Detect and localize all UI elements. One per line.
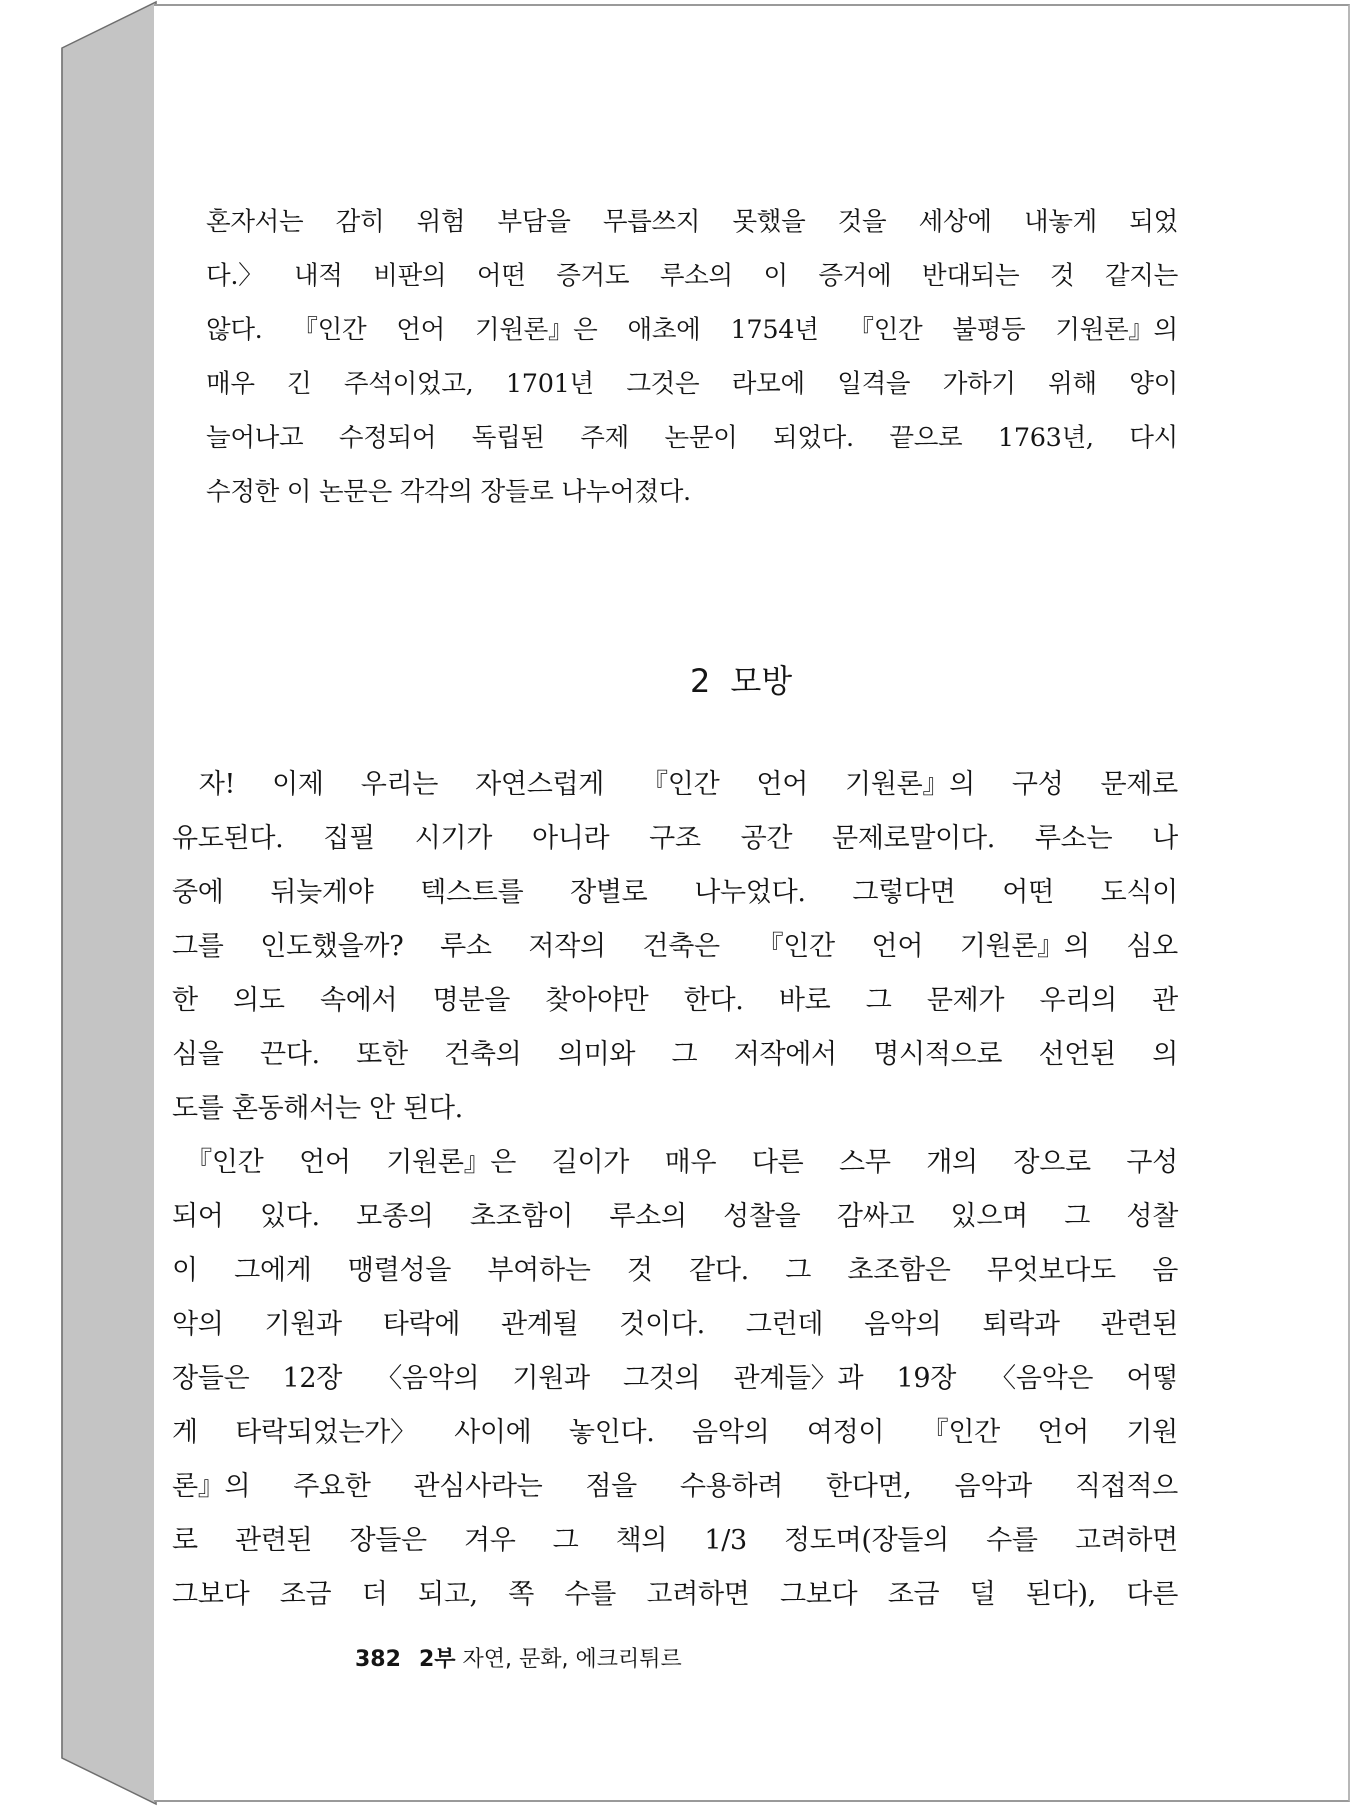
text-line: 그를 인도했을까? 루소 저작의 건축은 『인간 언어 기원론』의 심오 xyxy=(172,931,1178,962)
text-line: 수정한 이 논문은 각각의 장들로 나누어졌다. xyxy=(206,477,691,507)
footer-part-title: 자연, 문화, 에크리튀르 xyxy=(462,1647,682,1672)
text-line: 로 관련된 장들은 겨우 그 책의 1/3 정도며(장들의 수를 고려하면 xyxy=(172,1525,1178,1556)
text-line: 혼자서는 감히 위험 부담을 무릅쓰지 못했을 것을 세상에 내놓게 되었 xyxy=(206,207,1178,237)
text-line: 않다. 『인간 언어 기원론』은 애초에 1754년 『인간 불평등 기원론』의 xyxy=(206,315,1178,345)
text-line: 장들은 12장 〈음악의 기원과 그것의 관계들〉과 19장 〈음악은 어떻 xyxy=(172,1363,1178,1394)
section-title: 모방 xyxy=(730,662,793,700)
section-heading xyxy=(690,656,792,702)
text-line: 매우 긴 주석이었고, 1701년 그것은 라모에 일격을 가하기 위해 양이 xyxy=(206,369,1178,399)
text-line: 유도된다. 집필 시기가 아니라 구조 공간 문제로말이다. 루소는 나 xyxy=(172,823,1178,854)
page-number: 382 xyxy=(355,1647,401,1672)
book-spine xyxy=(0,0,160,1806)
text-line: 한 의도 속에서 명분을 찾아야만 한다. 바로 그 문제가 우리의 관 xyxy=(172,985,1178,1016)
footer-part-label: 2부 xyxy=(418,1647,456,1672)
text-line: 론』의 주요한 관심사라는 점을 수용하려 한다면, 음악과 직접적으 xyxy=(172,1471,1178,1502)
text-line: 자! 이제 우리는 자연스럽게 『인간 언어 기원론』의 구성 문제로 xyxy=(172,769,1178,800)
text-line: 되어 있다. 모종의 초조함이 루소의 성찰을 감싸고 있으며 그 성찰 xyxy=(172,1201,1178,1232)
text-line: 악의 기원과 타락에 관계될 것이다. 그런데 음악의 퇴락과 관련된 xyxy=(172,1309,1178,1340)
text-line: 심을 끈다. 또한 건축의 의미와 그 저작에서 명시적으로 선언된 의 xyxy=(172,1039,1178,1070)
text-line: 중에 뒤늦게야 텍스트를 장별로 나누었다. 그렇다면 어떤 도식이 xyxy=(172,877,1178,908)
text-line: 그보다 조금 더 되고, 쪽 수를 고려하면 그보다 조금 덜 된다), 다른 xyxy=(172,1579,1178,1610)
section-number: 2 xyxy=(690,662,711,700)
text-line: 게 타락되었는가〉 사이에 놓인다. 음악의 여정이 『인간 언어 기원 xyxy=(172,1417,1178,1448)
text-line: 늘어나고 수정되어 독립된 주제 논문이 되었다. 끝으로 1763년, 다시 xyxy=(206,423,1178,453)
text-line: 『인간 언어 기원론』은 길이가 매우 다른 스무 개의 장으로 구성 xyxy=(172,1147,1178,1178)
text-line: 도를 혼동해서는 안 된다. xyxy=(172,1093,463,1124)
page-footer xyxy=(355,1642,682,1673)
text-line: 이 그에게 맹렬성을 부여하는 것 같다. 그 초조함은 무엇보다도 음 xyxy=(172,1255,1178,1286)
text-line: 다.〉 내적 비판의 어떤 증거도 루소의 이 증거에 반대되는 것 같지는 xyxy=(206,261,1178,291)
